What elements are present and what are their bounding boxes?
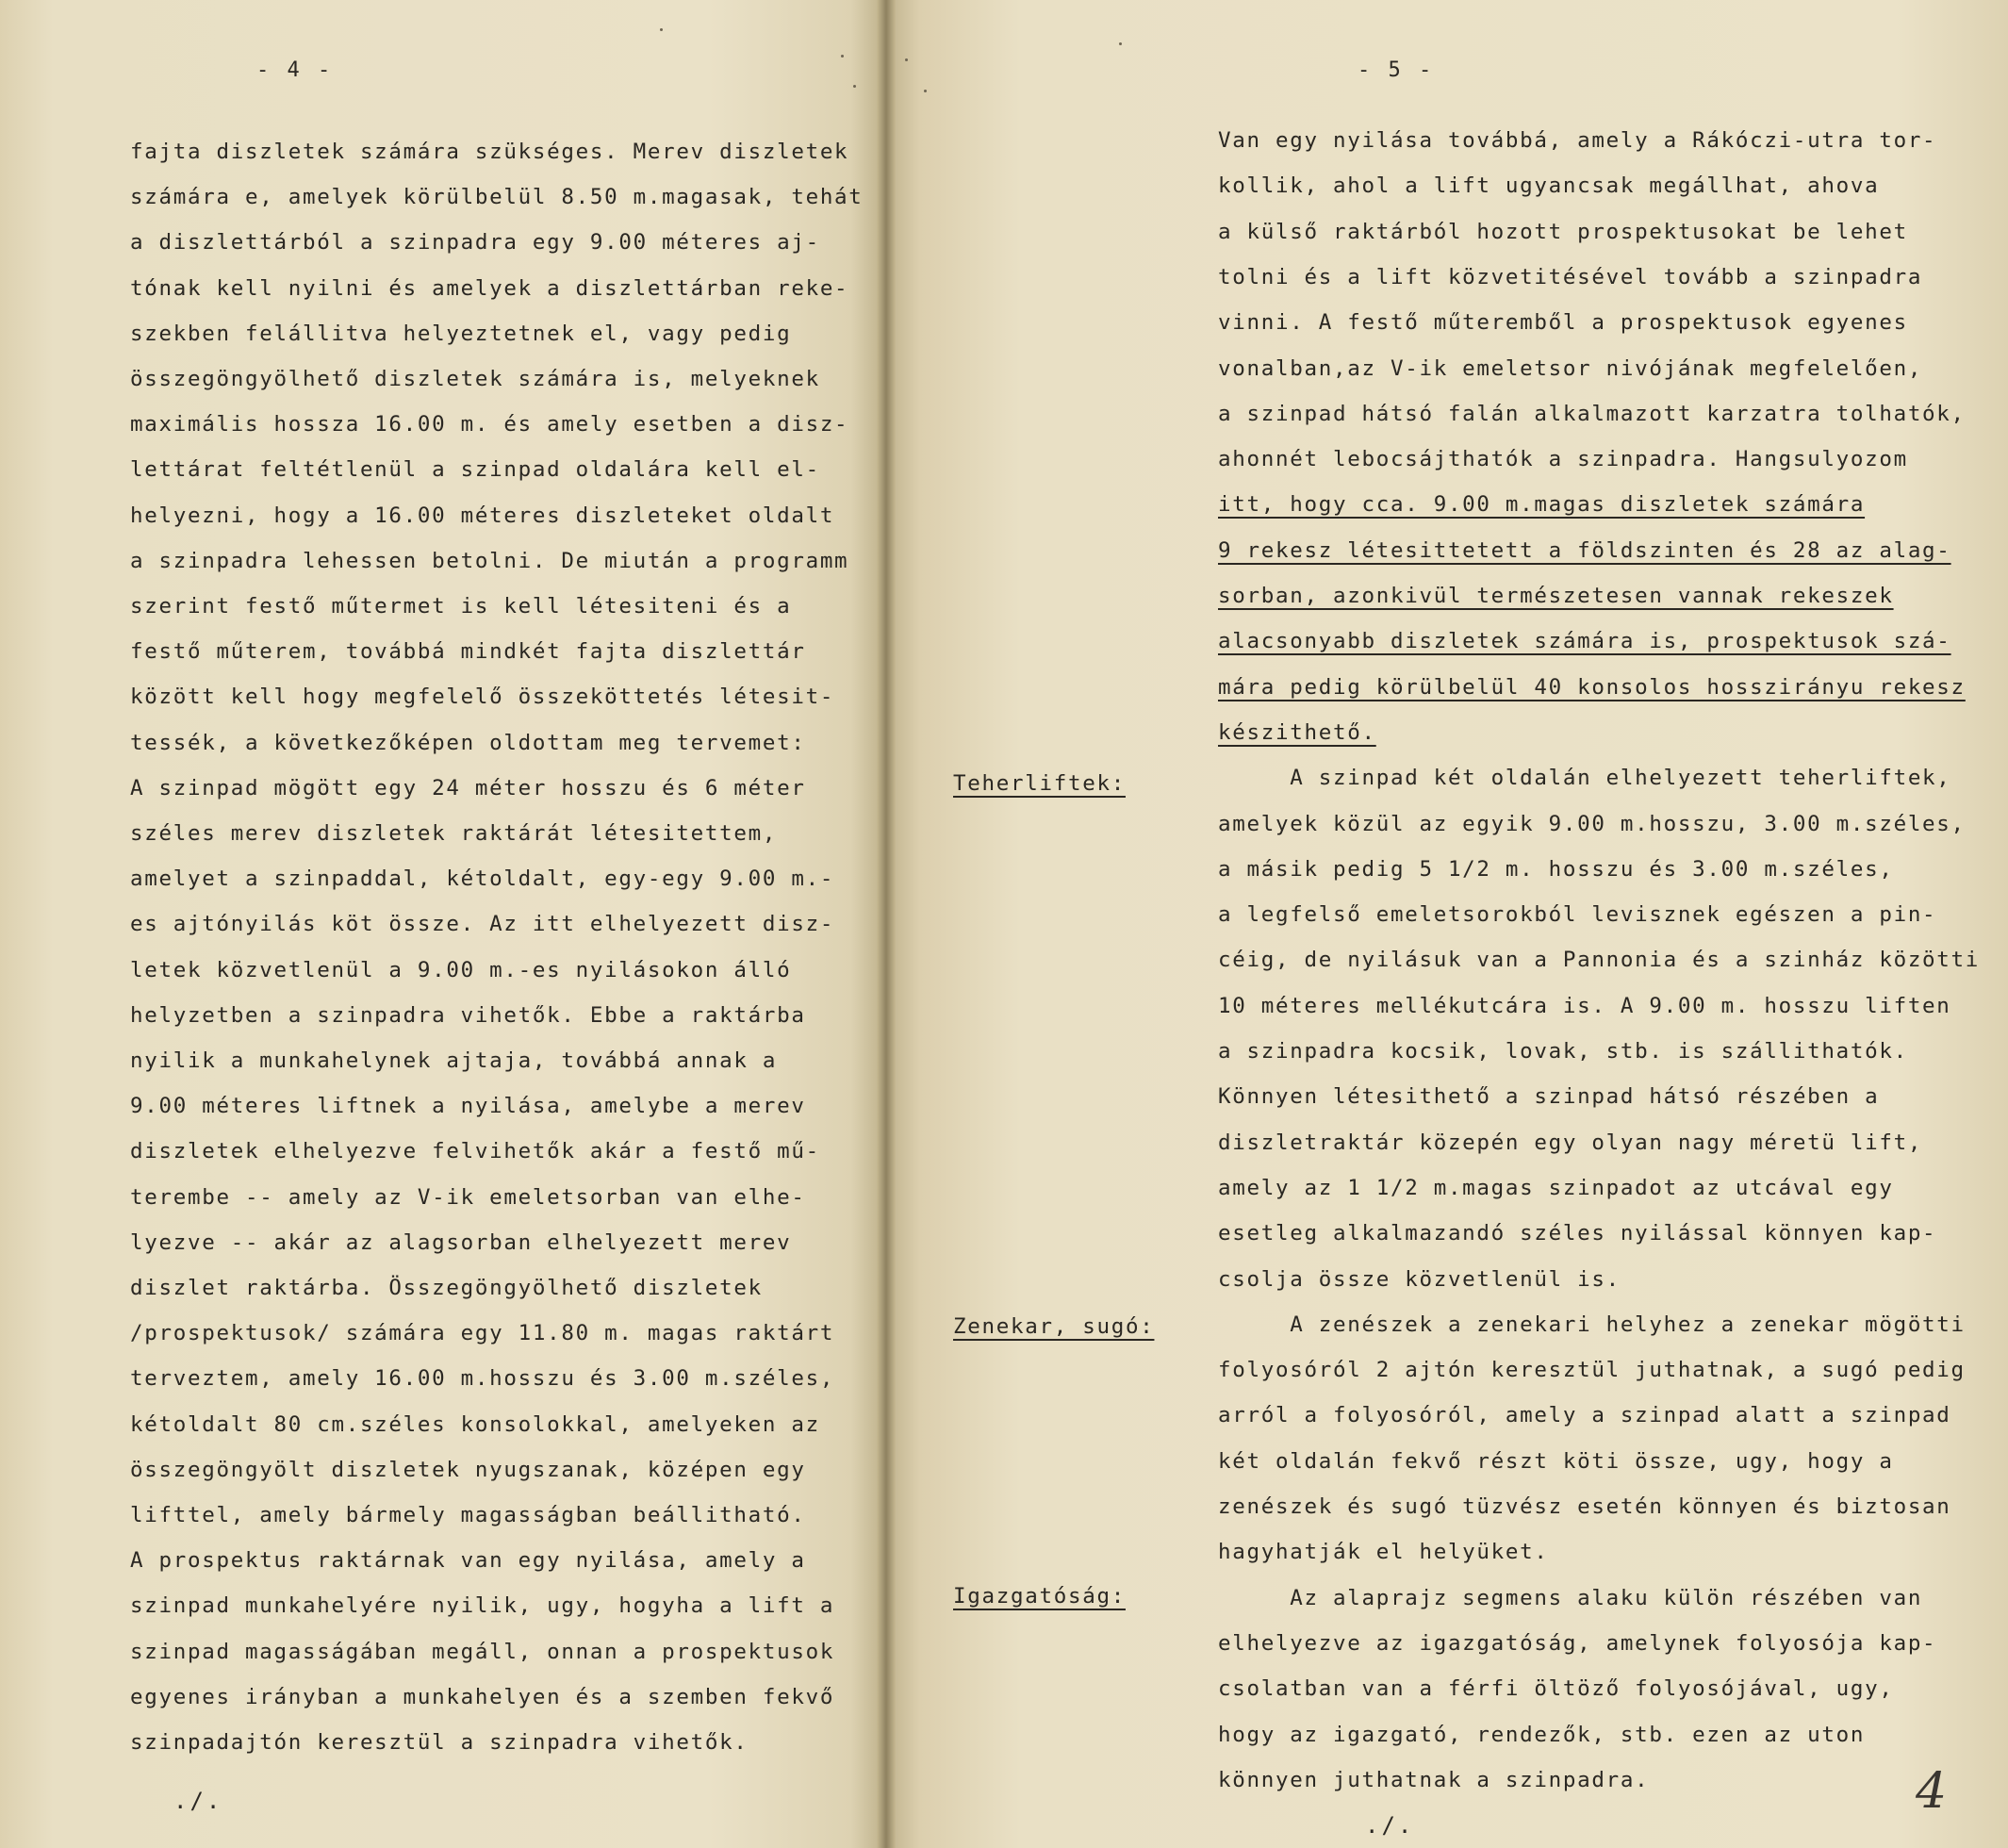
text-line: terveztem, amely 16.00 m.hosszu és 3.00 m.széles, xyxy=(130,1366,835,1392)
text-line: hagyhatják el helyüket. xyxy=(1218,1540,1549,1565)
text-line: maximális hossza 16.00 m. és amely esetben a disz- xyxy=(130,412,849,437)
text-line: elhelyezve az igazgatóság, amelynek folyosója kap- xyxy=(1218,1630,1937,1656)
paper-speck xyxy=(924,90,927,92)
text-line: amely az 1 1/2 m.magas szinpadot az utcával egy xyxy=(1218,1175,1894,1200)
text-line: összegöngyölt diszletek nyugszanak, középen egy xyxy=(130,1457,806,1482)
paper-speck xyxy=(841,55,844,58)
text-line: 10 méteres mellékutcára is. A 9.00 m. hosszu liften xyxy=(1218,993,1951,1018)
text-line: szinpadajtón keresztül a szinpadra vihetők. xyxy=(130,1730,749,1755)
text-line: összegöngyölhető diszletek számára is, melyeknek xyxy=(130,367,820,391)
text-line: szerint festő műtermet is kell létesiteni és a xyxy=(130,594,792,619)
text-line: helyzetben a szinpadra vihetők. Ebbe a raktárba xyxy=(130,1002,806,1028)
text-line: tessék, a következőképen oldottam meg tervemet: xyxy=(130,730,806,755)
text-line: tolni és a lift közvetitésével tovább a szinpadra xyxy=(1218,264,1923,289)
text-line: szinpad magasságában megáll, onnan a prospektusok xyxy=(130,1639,835,1664)
text-line: csolja össze közvetlenül is. xyxy=(1218,1266,1621,1292)
text-line: diszlet raktárba. Összegöngyölhető diszletek xyxy=(130,1276,763,1300)
text-line: egyenes irányban a munkahelyen és a szemben fekvő xyxy=(130,1684,835,1709)
book-gutter xyxy=(877,0,896,1848)
text-line: könnyen juthatnak a szinpadra. xyxy=(1218,1767,1650,1792)
text-line: kollik, ahol a lift ugyancsak megállhat, ahova xyxy=(1218,173,1880,199)
text-line: esetleg alkalmazandó széles nyilással könnyen kap- xyxy=(1218,1221,1937,1246)
side-heading-igazgatosag: Igazgatóság: xyxy=(953,1584,1126,1609)
text-line: helyezni, hogy a 16.00 méteres diszleteket oldalt xyxy=(130,503,835,528)
text-line: a szinpadra lehessen betolni. De miután a programm xyxy=(130,548,849,573)
text-line: 9.00 méteres liftnek a nyilása, amelybe a merev xyxy=(130,1094,806,1119)
text-line: vonalban,az V-ik emeletsor nivójának megfelelően, xyxy=(1218,355,1923,381)
text-line: diszletraktár közepén egy olyan nagy méretü lift, xyxy=(1218,1130,1923,1155)
text-line: csolatban van a férfi öltöző folyosójával, ugy, xyxy=(1218,1676,1894,1702)
text-line: lyezve -- akár az alagsorban elhelyezett merev xyxy=(130,1229,792,1255)
text-line: arról a folyosóról, amely a szinpad alatt a szinpad xyxy=(1218,1403,1951,1428)
text-line: festő műterem, továbbá mindkét fajta diszlettár xyxy=(130,639,806,665)
text-line: ahonnét lebocsájthatók a szinpadra. Hangsulyozom xyxy=(1218,447,1908,472)
text-line: es ajtónyilás köt össze. Az itt elhelyezett disz- xyxy=(130,912,835,937)
page-number-left: - 4 - xyxy=(256,58,334,82)
text-line: szinpad munkahelyére nyilik, ugy, hogyha a lift a xyxy=(130,1593,835,1619)
continuation-mark-right: ./. xyxy=(1365,1812,1415,1839)
text-line: diszletek elhelyezve felvihetők akár a festő mű- xyxy=(130,1139,820,1164)
text-line: számára e, amelyek körülbelül 8.50 m.magasak, tehát xyxy=(130,185,864,210)
text-line: amelyek közül az egyik 9.00 m.hosszu, 3.00 m.széles, xyxy=(1218,811,1966,836)
text-line: folyosóról 2 ajtón keresztül juthatnak, a sugó pedig xyxy=(1218,1358,1966,1383)
text-line: a szinpadra kocsik, lovak, stb. is szállithatók. xyxy=(1218,1039,1908,1064)
text-line: készithető. xyxy=(1218,719,1376,745)
text-line: letek közvetlenül a 9.00 m.-es nyilásokon álló xyxy=(130,957,792,982)
text-line: itt, hogy cca. 9.00 m.magas diszletek számára xyxy=(1218,492,1866,518)
text-line: fajta diszletek számára szükséges. Merev diszletek xyxy=(130,140,849,164)
text-line: Van egy nyilása továbbá, amely a Rákóczi-utra tor- xyxy=(1218,128,1937,153)
text-line: A szinpad mögött egy 24 méter hosszu és 6 méter xyxy=(130,775,806,800)
text-line: szekben felállitva helyeztetnek el, vagy pedig xyxy=(130,321,792,346)
text-line: a legfelső emeletsorokból levisznek egészen a pin- xyxy=(1218,902,1937,928)
text-line: lifttel, amely bármely magasságban beállitható. xyxy=(130,1503,806,1527)
text-line: Az alaprajz segmens alaku külön részében van xyxy=(1218,1585,1923,1610)
text-line: amelyet a szinpaddal, kétoldalt, egy-egy 9.00 m.- xyxy=(130,866,835,892)
paper-speck xyxy=(1119,42,1122,45)
side-heading-teherliftek: Teherliftek: xyxy=(953,771,1126,796)
left-page xyxy=(0,0,886,1848)
text-line: Könnyen létesithető a szinpad hátsó részében a xyxy=(1218,1084,1880,1110)
text-line: a diszlettárból a szinpadra egy 9.00 méteres aj- xyxy=(130,230,820,256)
text-line: széles merev diszletek raktárát létesitettem, xyxy=(130,821,778,846)
text-line: vinni. A festő műteremből a prospektusok egyenes xyxy=(1218,310,1908,336)
right-page xyxy=(886,0,2008,1848)
text-line: 9 rekesz létesittetett a földszinten és 28 az alag- xyxy=(1218,537,1951,563)
text-line: céig, de nyilásuk van a Pannonia és a szinház közötti xyxy=(1218,948,1981,973)
text-line: alacsonyabb diszletek számára is, prospektusok szá- xyxy=(1218,629,1951,654)
text-line: tónak kell nyilni és amelyek a diszlettárban reke- xyxy=(130,275,849,301)
paper-speck xyxy=(905,58,908,61)
text-line: terembe -- amely az V-ik emeletsorban van elhe- xyxy=(130,1184,806,1210)
text-line: két oldalán fekvő részt köti össze, ugy, hogy a xyxy=(1218,1448,1894,1474)
paper-speck xyxy=(853,85,856,88)
paper-speck xyxy=(660,28,663,31)
handwritten-folio-number: 4 xyxy=(1916,1763,1948,1820)
text-line: hogy az igazgató, rendezők, stb. ezen az uton xyxy=(1218,1722,1866,1747)
text-line: a külső raktárból hozott prospektusokat be lehet xyxy=(1218,219,1908,244)
text-line: a másik pedig 5 1/2 m. hosszu és 3.00 m.széles, xyxy=(1218,856,1894,882)
text-line: zenészek és sugó tüzvész esetén könnyen és biztosan xyxy=(1218,1494,1951,1519)
text-line: sorban, azonkivül természetesen vannak rekeszek xyxy=(1218,584,1894,608)
text-line: nyilik a munkahelynek ajtaja, továbbá annak a xyxy=(130,1048,778,1073)
page-number-right: - 5 - xyxy=(1358,58,1435,82)
text-line: lettárat feltétlenül a szinpad oldalára kell el- xyxy=(130,457,820,483)
text-line: A zenészek a zenekari helyhez a zenekar mögötti xyxy=(1218,1312,1966,1337)
side-heading-zenekar: Zenekar, sugó: xyxy=(953,1314,1155,1339)
text-line: /prospektusok/ számára egy 11.80 m. magas raktárt xyxy=(130,1321,835,1346)
text-line: között kell hogy megfelelő összeköttetés létesit- xyxy=(130,685,835,710)
text-line: a szinpad hátsó falán alkalmazott karzatra tolhatók, xyxy=(1218,401,1966,426)
continuation-mark-left: ./. xyxy=(173,1788,223,1814)
text-line: A szinpad két oldalán elhelyezett teherliftek, xyxy=(1218,766,1951,791)
text-line: A prospektus raktárnak van egy nyilása, amely a xyxy=(130,1548,806,1574)
text-line: mára pedig körülbelül 40 konsolos hosszirányu rekesz xyxy=(1218,674,1966,700)
text-line: kétoldalt 80 cm.széles konsolokkal, amelyeken az xyxy=(130,1411,820,1437)
